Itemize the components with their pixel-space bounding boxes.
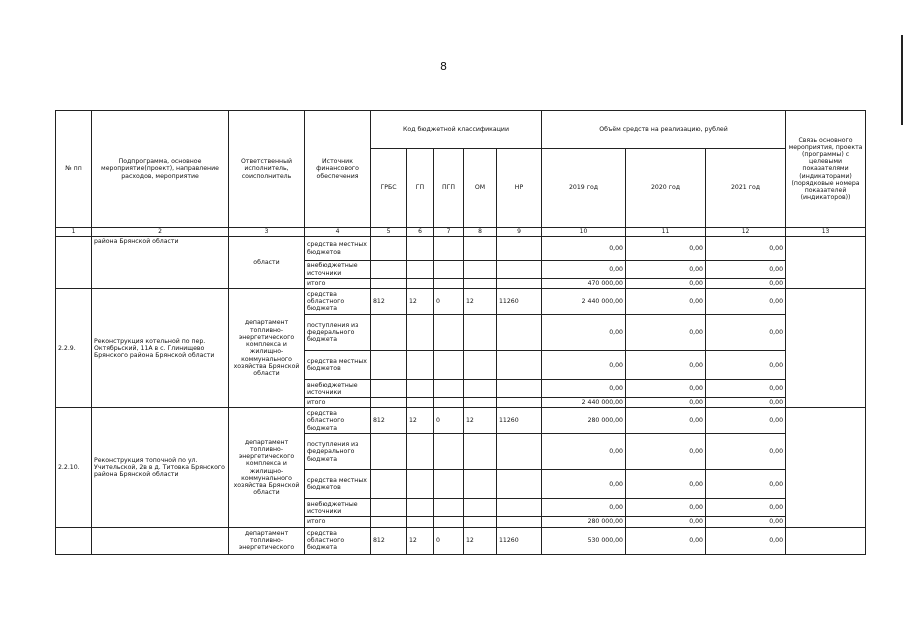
measure-name [92, 527, 229, 554]
source-cell: внебюджетные источники [305, 380, 371, 398]
total-2019: 280 000,00 [542, 517, 626, 527]
empty-cell [464, 315, 497, 351]
header-source: Источник финансового обеспечения [305, 111, 371, 228]
empty-cell [497, 261, 542, 279]
empty-cell [434, 398, 464, 408]
empty-cell [407, 470, 434, 499]
grbs-cell: 812 [371, 527, 407, 554]
value-2020: 0,00 [626, 408, 706, 434]
empty-cell [371, 470, 407, 499]
empty-cell [371, 499, 407, 517]
header-name: Подпрограмма, основное мероприятие(проект), направление расходов, мероприятие [92, 111, 229, 228]
executor-cell: департамент топливно-энергетического комплекса и жилищно-коммунального хозяйства Брянской области [229, 408, 305, 527]
empty-cell [407, 434, 434, 470]
value-2019: 0,00 [542, 261, 626, 279]
total-2019: 470 000,00 [542, 279, 626, 289]
empty-cell [497, 470, 542, 499]
grbs-cell: 812 [371, 289, 407, 315]
gp-cell: 12 [407, 289, 434, 315]
link-cell [786, 408, 866, 527]
value-2020: 0,00 [626, 351, 706, 380]
empty-cell [407, 261, 434, 279]
total-2020: 0,00 [626, 279, 706, 289]
om-cell: 12 [464, 289, 497, 315]
empty-cell [464, 351, 497, 380]
index-row [56, 228, 866, 237]
header-nr: НР [497, 149, 542, 228]
empty-cell [371, 237, 407, 261]
empty-cell [497, 517, 542, 527]
value-2019: 0,00 [542, 351, 626, 380]
source-cell: итого [305, 398, 371, 408]
total-2021: 0,00 [706, 279, 786, 289]
index-cell: 7 [434, 228, 464, 237]
empty-cell [371, 434, 407, 470]
total-2021: 0,00 [706, 517, 786, 527]
om-cell: 12 [464, 408, 497, 434]
empty-cell [497, 434, 542, 470]
source-cell: средства областного бюджета [305, 408, 371, 434]
value-2020: 0,00 [626, 470, 706, 499]
value-2020: 0,00 [626, 434, 706, 470]
empty-cell [407, 237, 434, 261]
pgp-cell: 0 [434, 408, 464, 434]
empty-cell [464, 470, 497, 499]
source-cell: средства местных бюджетов [305, 470, 371, 499]
value-2019: 0,00 [542, 434, 626, 470]
value-2021: 0,00 [706, 380, 786, 398]
nr-cell: 11260 [497, 527, 542, 554]
index-cell: 6 [407, 228, 434, 237]
table-row [56, 237, 866, 261]
row-number [56, 527, 92, 554]
empty-cell [434, 261, 464, 279]
pgp-cell: 0 [434, 289, 464, 315]
total-2019: 2 440 000,00 [542, 398, 626, 408]
empty-cell [497, 315, 542, 351]
index-cell: 4 [305, 228, 371, 237]
value-2021: 0,00 [706, 237, 786, 261]
empty-cell [497, 351, 542, 380]
empty-cell [407, 517, 434, 527]
page-edge-line [901, 35, 903, 125]
total-2021: 0,00 [706, 398, 786, 408]
value-2019: 0,00 [542, 237, 626, 261]
empty-cell [407, 315, 434, 351]
executor-cell: департамент топливно-энергетического [229, 527, 305, 554]
empty-cell [464, 237, 497, 261]
value-2020: 0,00 [626, 261, 706, 279]
link-cell [786, 527, 866, 554]
empty-cell [434, 237, 464, 261]
empty-cell [407, 499, 434, 517]
source-cell: поступления из федерального бюджета [305, 315, 371, 351]
empty-cell [407, 351, 434, 380]
header-pgp: ПГП [434, 149, 464, 228]
pgp-cell: 0 [434, 527, 464, 554]
empty-cell [434, 499, 464, 517]
gp-cell: 12 [407, 408, 434, 434]
header-budget-group: Код бюджетной классификации [371, 111, 542, 149]
source-cell: средства областного бюджета [305, 527, 371, 554]
empty-cell [464, 517, 497, 527]
measure-name: Реконструкция топочной по ул. Учительской, 2в в д. Титовка Брянского района Брянской области [92, 408, 229, 527]
index-cell: 10 [542, 228, 626, 237]
empty-cell [371, 351, 407, 380]
index-cell: 13 [786, 228, 866, 237]
header-grbs: ГРБС [371, 149, 407, 228]
value-2021: 0,00 [706, 289, 786, 315]
cont-exec-cell: области [229, 237, 305, 289]
gp-cell: 12 [407, 527, 434, 554]
empty-cell [464, 398, 497, 408]
value-2019: 2 440 000,00 [542, 289, 626, 315]
empty-cell [497, 380, 542, 398]
header-exec: Ответственный исполнитель, соисполнитель [229, 111, 305, 228]
value-2019: 0,00 [542, 315, 626, 351]
source-cell: средства областного бюджета [305, 289, 371, 315]
cont-name-cell: района Брянской области [92, 237, 229, 289]
value-2019: 0,00 [542, 499, 626, 517]
empty-cell [434, 470, 464, 499]
value-2020: 0,00 [626, 237, 706, 261]
value-2020: 0,00 [626, 289, 706, 315]
empty-cell [371, 261, 407, 279]
total-2020: 0,00 [626, 398, 706, 408]
total-2020: 0,00 [626, 517, 706, 527]
nr-cell: 11260 [497, 408, 542, 434]
value-2020: 0,00 [626, 499, 706, 517]
empty-cell [434, 351, 464, 380]
row-number: 2.2.9. [56, 289, 92, 408]
empty-cell [371, 315, 407, 351]
source-cell: итого [305, 517, 371, 527]
measure-name: Реконструкция котельной по пер. Октябрьский, 11А в с. Глинищево Брянского района Брянской области [92, 289, 229, 408]
empty-cell [434, 315, 464, 351]
value-2021: 0,00 [706, 408, 786, 434]
value-2021: 0,00 [706, 315, 786, 351]
empty-cell [434, 279, 464, 289]
budget-table [55, 110, 866, 555]
empty-cell [371, 517, 407, 527]
empty-cell [407, 380, 434, 398]
empty-cell [497, 499, 542, 517]
index-cell: 5 [371, 228, 407, 237]
value-2019: 530 000,00 [542, 527, 626, 554]
index-cell: 12 [706, 228, 786, 237]
row-number: 2.2.10. [56, 408, 92, 527]
index-cell: 1 [56, 228, 92, 237]
value-2021: 0,00 [706, 261, 786, 279]
empty-cell [371, 398, 407, 408]
executor-cell: департамент топливно-энергетического комплекса и жилищно-коммунального хозяйства Брянской области [229, 289, 305, 408]
header-2019: 2019 год [542, 149, 626, 228]
value-2020: 0,00 [626, 380, 706, 398]
table-row [56, 527, 866, 554]
source-cell: внебюджетные источники [305, 499, 371, 517]
header-no: № пп [56, 111, 92, 228]
source-cell: итого [305, 279, 371, 289]
value-2021: 0,00 [706, 351, 786, 380]
header-om: ОМ [464, 149, 497, 228]
header-2020: 2020 год [626, 149, 706, 228]
source-cell: поступления из федерального бюджета [305, 434, 371, 470]
source-cell: средства местных бюджетов [305, 351, 371, 380]
empty-cell [497, 398, 542, 408]
header-gp: ГП [407, 149, 434, 228]
value-2021: 0,00 [706, 527, 786, 554]
empty-cell [407, 398, 434, 408]
value-2019: 0,00 [542, 470, 626, 499]
table-row [56, 289, 866, 315]
header-2021: 2021 год [706, 149, 786, 228]
header-volume-group: Объём средств на реализацию, рублей [542, 111, 786, 149]
link-cell [786, 289, 866, 408]
value-2019: 0,00 [542, 380, 626, 398]
empty-cell [434, 517, 464, 527]
index-cell: 11 [626, 228, 706, 237]
empty-cell [464, 499, 497, 517]
table-row [56, 408, 866, 434]
page-number: 8 [440, 60, 447, 73]
empty-cell [497, 237, 542, 261]
grbs-cell: 812 [371, 408, 407, 434]
header-link: Связь основного мероприятия, проекта (программы) с целевыми показателями (индикаторами) (порядковые номера показателей (индикаторов)) [786, 111, 866, 228]
empty-cell [407, 279, 434, 289]
empty-cell [464, 261, 497, 279]
empty-cell [434, 380, 464, 398]
empty-cell [371, 380, 407, 398]
index-cell: 9 [497, 228, 542, 237]
om-cell: 12 [464, 527, 497, 554]
value-2020: 0,00 [626, 315, 706, 351]
empty-cell [464, 279, 497, 289]
index-cell: 2 [92, 228, 229, 237]
link-cell [786, 237, 866, 289]
empty-cell [497, 279, 542, 289]
source-cell: внебюджетные источники [305, 261, 371, 279]
source-cell: средства местных бюджетов [305, 237, 371, 261]
empty-cell [371, 279, 407, 289]
empty-cell [434, 434, 464, 470]
empty-cell [464, 434, 497, 470]
index-cell: 3 [229, 228, 305, 237]
value-2021: 0,00 [706, 434, 786, 470]
nr-cell: 11260 [497, 289, 542, 315]
cont-no-cell [56, 237, 92, 289]
value-2021: 0,00 [706, 499, 786, 517]
value-2021: 0,00 [706, 470, 786, 499]
empty-cell [464, 380, 497, 398]
value-2020: 0,00 [626, 527, 706, 554]
value-2019: 280 000,00 [542, 408, 626, 434]
index-cell: 8 [464, 228, 497, 237]
